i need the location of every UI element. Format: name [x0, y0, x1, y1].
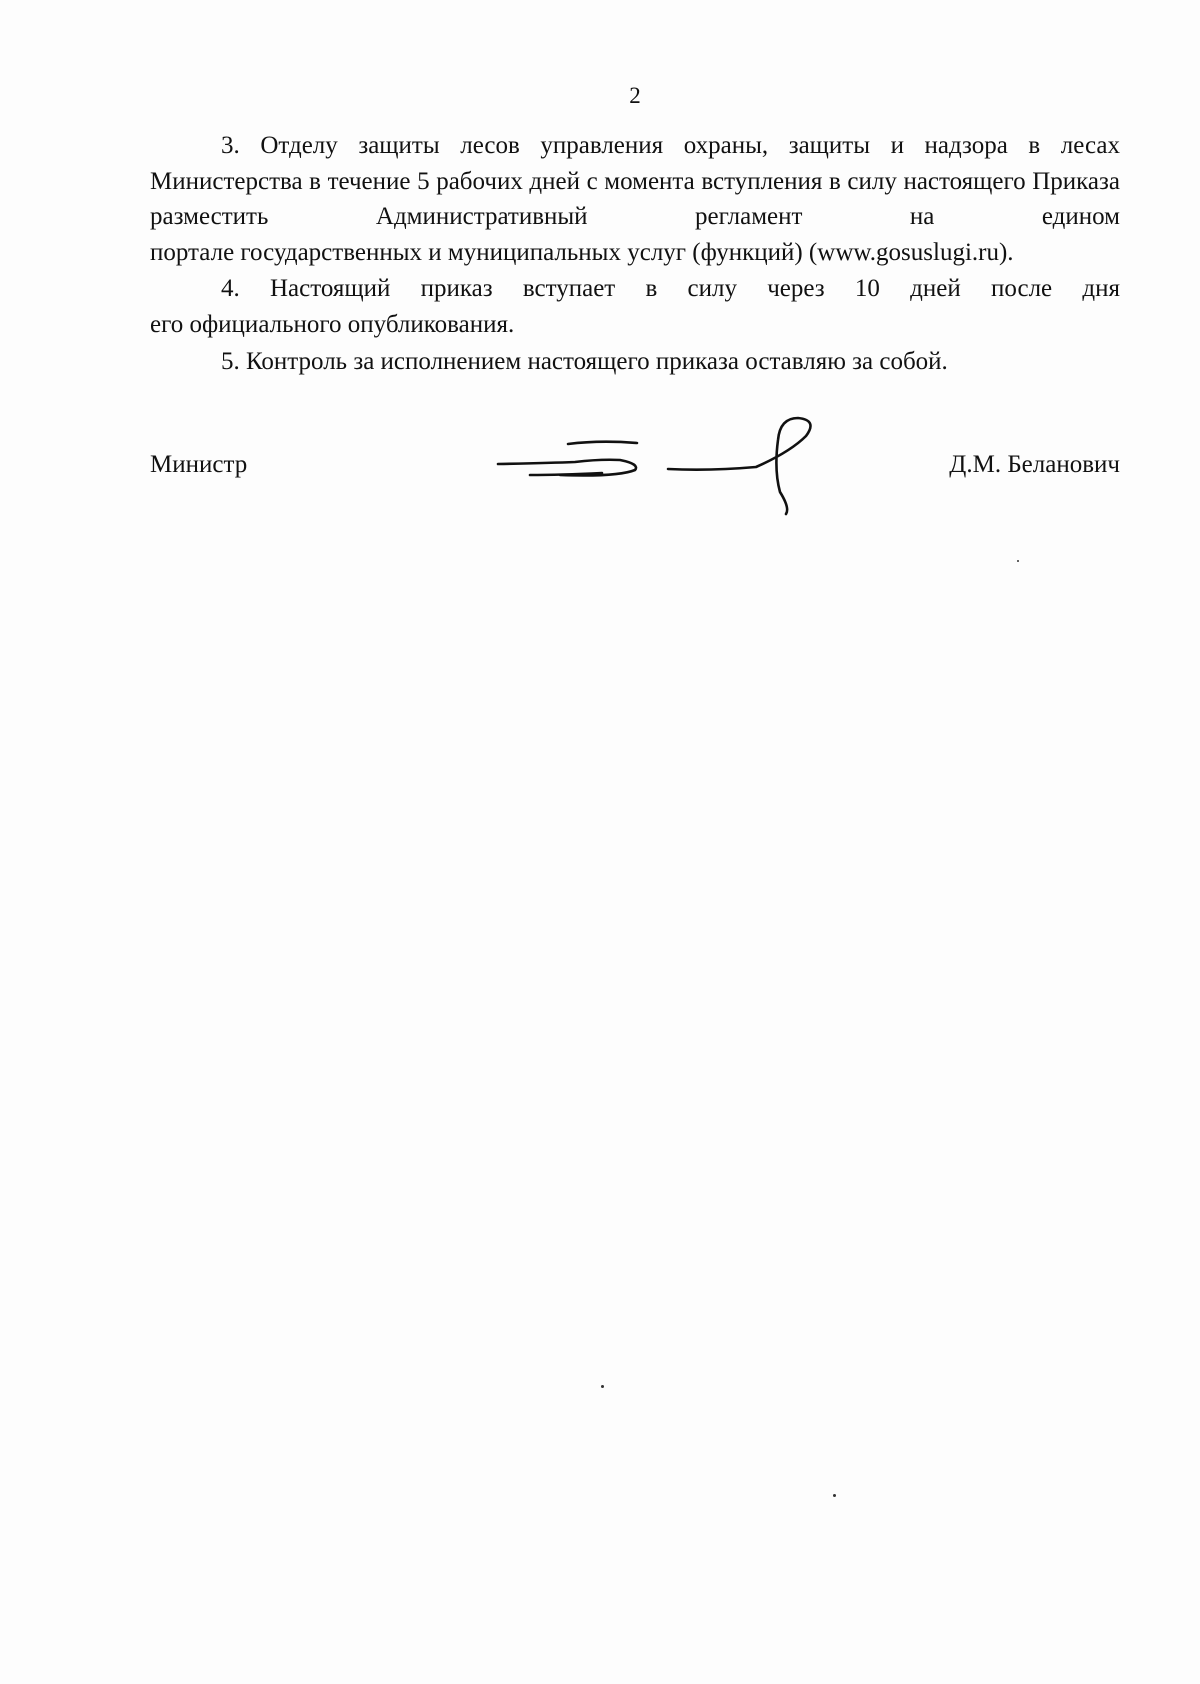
scan-speck — [833, 1494, 836, 1497]
page-number: 2 — [629, 83, 641, 108]
handwritten-signature — [490, 410, 850, 525]
paragraph-4-first: 4. Настоящий приказ вступает в силу через 10 дней после дня — [221, 275, 1120, 302]
signatory-position: Министр — [150, 451, 248, 478]
paragraph-3-last: портале государственных и муниципальных услуг (функций) (www.gosuslugi.ru). — [150, 238, 1014, 266]
paragraph-3-first: 3. Отделу защиты лесов управления охраны, защиты и надзора в лесах Министерства в течение 5 рабочих дней с момента вступления в силу настоящего Приказа разместить Административный регламент на едином — [150, 132, 1120, 230]
scan-speck — [1017, 560, 1019, 562]
signatory-name: Д.М. Беланович — [949, 451, 1120, 478]
scan-speck — [601, 1385, 604, 1388]
document-body — [150, 128, 1120, 380]
paragraph-4-last: его официального опубликования. — [150, 310, 515, 338]
paragraph-5: 5. Контроль за исполнением настоящего приказа оставляю за собой. — [221, 348, 948, 375]
